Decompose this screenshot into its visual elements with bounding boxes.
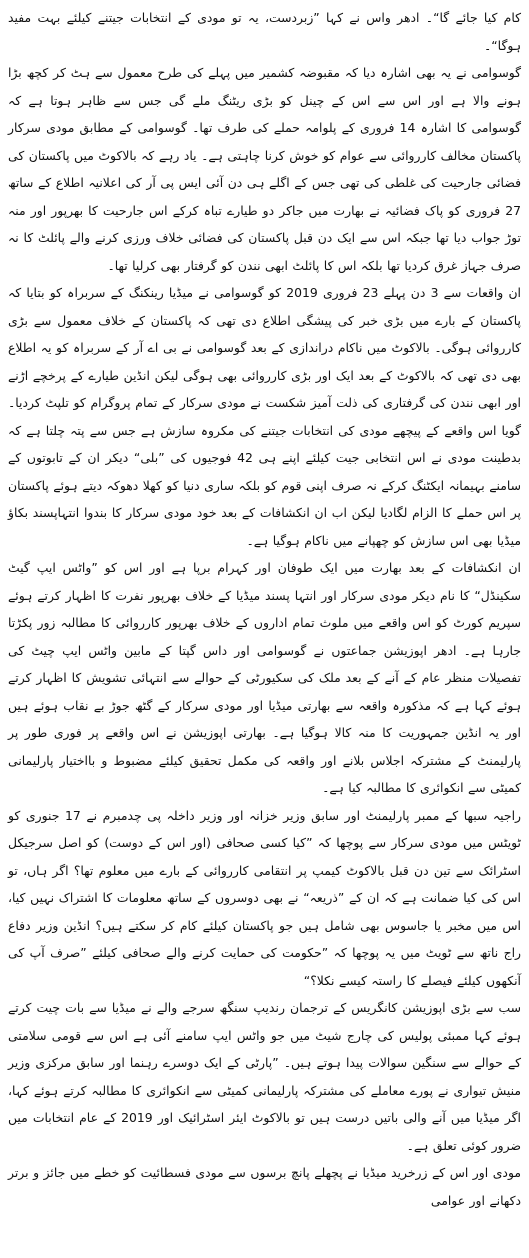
- article-paragraph: ان واقعات سے 3 دن پہلے 23 فروری 2019 کو گوسوامی نے میڈیا رینکنگ کے سربراہ کو بتایا کہ پاکستان کے بارے میں بڑی خبر کی پیشگی اطلاع دی تھی کہ پاکستان کے خلاف معمول سے بڑی کارروائی ہوگی۔ بالاکوٹ میں ناکام دراندازی کے بعد گوسوامی نے بی اے آر کے سربراہ کو یہ اطلاع بھی دی تھی کہ بالاکوٹ کے بعد ایک اور بڑی کارروائی بھی ہوگی لیکن انڈین طیارے کے پرخچے اڑنے اور ابھی نندن کی گرفتاری کی ذلت آمیز شکست نے مودی سرکار کے تمام پروگرام کو تلپٹ کردیا۔ گویا اس واقعے کے پیچھے مودی کی انتخابات جیتنے کی مکروہ سازش ہے جس سے پتہ چلتا ہے کہ بدطینت مودی نے اس انتخابی جیت کیلئے اپنے ہی 42 فوجیوں کی ”بلی“ دیکر ان کے تابوتوں کے سامنے بہیمانہ ایکٹنگ کرکے نہ صرف اپنی قوم کو بلکہ ساری دنیا کو کھلا دھوکہ دیتے ہوئے پاکستان پر اس حملے کا الزام لگادیا لیکن اب ان انکشافات کے بعد خود مودی سرکار کا بندوا انتہاپسند بکاؤ میڈیا بھی اس سازش کو چھپانے میں ناکام ہوگیا ہے۔: [8, 285, 521, 548]
- article-paragraph: کام کیا جائے گا“۔ ادھر واس نے کہا ”زبردست، یہ تو مودی کے انتخابات جیتنے کیلئے بہت مفید ہوگا“۔: [8, 10, 521, 53]
- article-paragraph: راجیہ سبھا کے ممبر پارلیمنٹ اور سابق وزیر خزانہ اور وزیر داخلہ پی چدمبرم نے 17 جنوری کو ٹویٹس میں مودی سرکار سے پوچھا کہ ”کیا کسی صحافی (اور اس کے دوست) کو اصل سرجیکل اسٹرائک سے تین دن قبل بالاکوٹ کیمپ پر انتقامی کارروائی کے بارے میں معلوم تھا؟ اگر ہاں، تو اس کی کیا ضمانت ہے کہ ان کے ”ذریعہ“ نے بھی دوسروں کے ساتھ معلومات کا اشتراک نہیں کیا، اس میں مخبر یا جاسوس بھی شامل ہیں جو پاکستان کیلئے کام کر سکتے ہیں؟ انڈین وزیر دفاع راج ناتھ سے ٹویٹ میں یہ پوچھا کہ ”حکومت کی حمایت کرنے والے صحافی کیلئے ”صرف آپ کی آنکھوں کیلئے فیصلے کا راستہ کیسے نکلا؟“: [8, 807, 521, 988]
- article-paragraph: ان انکشافات کے بعد بھارت میں ایک طوفان اور کہرام برپا ہے اور اس کو ”واٹس ایپ گیٹ سکینڈل“ کا نام دیکر مودی سرکار اور انتہا پسند میڈیا کے خلاف بھرپور نفرت کا اظہار کرتے ہوئے سپریم کورٹ کو اس واقعے میں ملوث تمام اداروں کے خلاف بھرپور کارروائی کا مطالبہ زور پکڑتا جارہا ہے۔ ادھر اپوزیشن جماعتوں نے گوسوامی اور داس گپتا کے مابین واٹس ایپ چیٹ کی تفصیلات منظر عام کے آنے کے بعد ملک کی سکیورٹی کے حوالے سے انتہائی تشویش کا اظہار کرتے ہوئے کہا ہے کہ مذکورہ واقعہ سے بھارتی میڈیا اور مودی سرکار کے گٹھ جوڑ بے نقاب ہوئے ہیں اور یہ انڈین جمہوریت کا منہ کالا ہوگیا ہے۔ بھارتی اپوزیشن نے اس واقعے پر فوری طور پر پارلیمنٹ کے مشترکہ اجلاس بلانے اور واقعہ کی مکمل تحقیق کیلئے مضبوط و بااختیار پارلیمانی کمیٹی سے انکوائری کا مطالبہ کیا ہے۔: [8, 560, 521, 795]
- article-paragraph: گوسوامی نے یہ بھی اشارہ دیا کہ مقبوضہ کشمیر میں پہلے کی طرح معمول سے ہٹ کر کچھ بڑا ہونے والا ہے اور اس سے اس کے چینل کو بڑی ریٹنگ ملے گی جس سے ظاہر ہوتا ہے کہ گوسوامی کا اشارہ 14 فروری کے پلوامہ حملے کی طرف تھا۔ گوسوامی کے مطابق مودی سرکار پاکستان مخالف کارروائی سے عوام کو خوش کرنا چاہتی ہے۔ یاد رہے کہ بالاکوٹ میں پاکستان کی فضائی جارحیت کی غلطی کی تھی جس کے اگلے ہی دن آئی ایس پی آر کی اعلانیہ اطلاع کے ساتھ 27 فروری کو پاک فضائیہ نے بھارت میں جاکر دو طیارے تباہ کرکے اس جارحیت کا بھرپور اور منہ توڑ جواب دیا تھا جبکہ اس سے ایک دن قبل پاکستان کی فضائی خلاف ورزی کرنے والے پائلٹ کا نہ صرف جہاز غرق کردیا تھا بلکہ اس کا پائلٹ ابھی نندن کو گرفتار بھی کرلیا تھا۔: [8, 65, 521, 273]
- article-paragraph: مودی اور اس کے زرخرید میڈیا نے پچھلے پانچ برسوں سے مودی فسطائیت کو خطے میں جائز و برتر دکھانے اور عوامی: [8, 1165, 521, 1208]
- article-paragraph: سب سے بڑی اپوزیشن کانگریس کے ترجمان رندیپ سنگھ سرجے والے نے میڈیا سے بات چیت کرتے ہوئے کہا ممبئی پولیس کی چارج شیٹ میں جو واٹس ایپ سامنے آئی ہے اس سے قومی سلامتی کے حوالے سے سنگین سوالات پیدا ہوتے ہیں۔ ”پارٹی کے ایک دوسرے رہنما اور سابق مرکزی وزیر منیش تیواری نے پورے معاملے کی مشترکہ پارلیمانی کمیٹی سے انکوائری کا مطالبہ کرتے ہوئے کہا، اگر میڈیا میں آنے والی باتیں درست ہیں تو بالاکوٹ ایئر اسٹرائیک اور 2019 کے عام انتخابات میں ضرور کوئی تعلق ہے۔: [8, 1000, 521, 1153]
- article-body: [8, 4, 521, 1214]
